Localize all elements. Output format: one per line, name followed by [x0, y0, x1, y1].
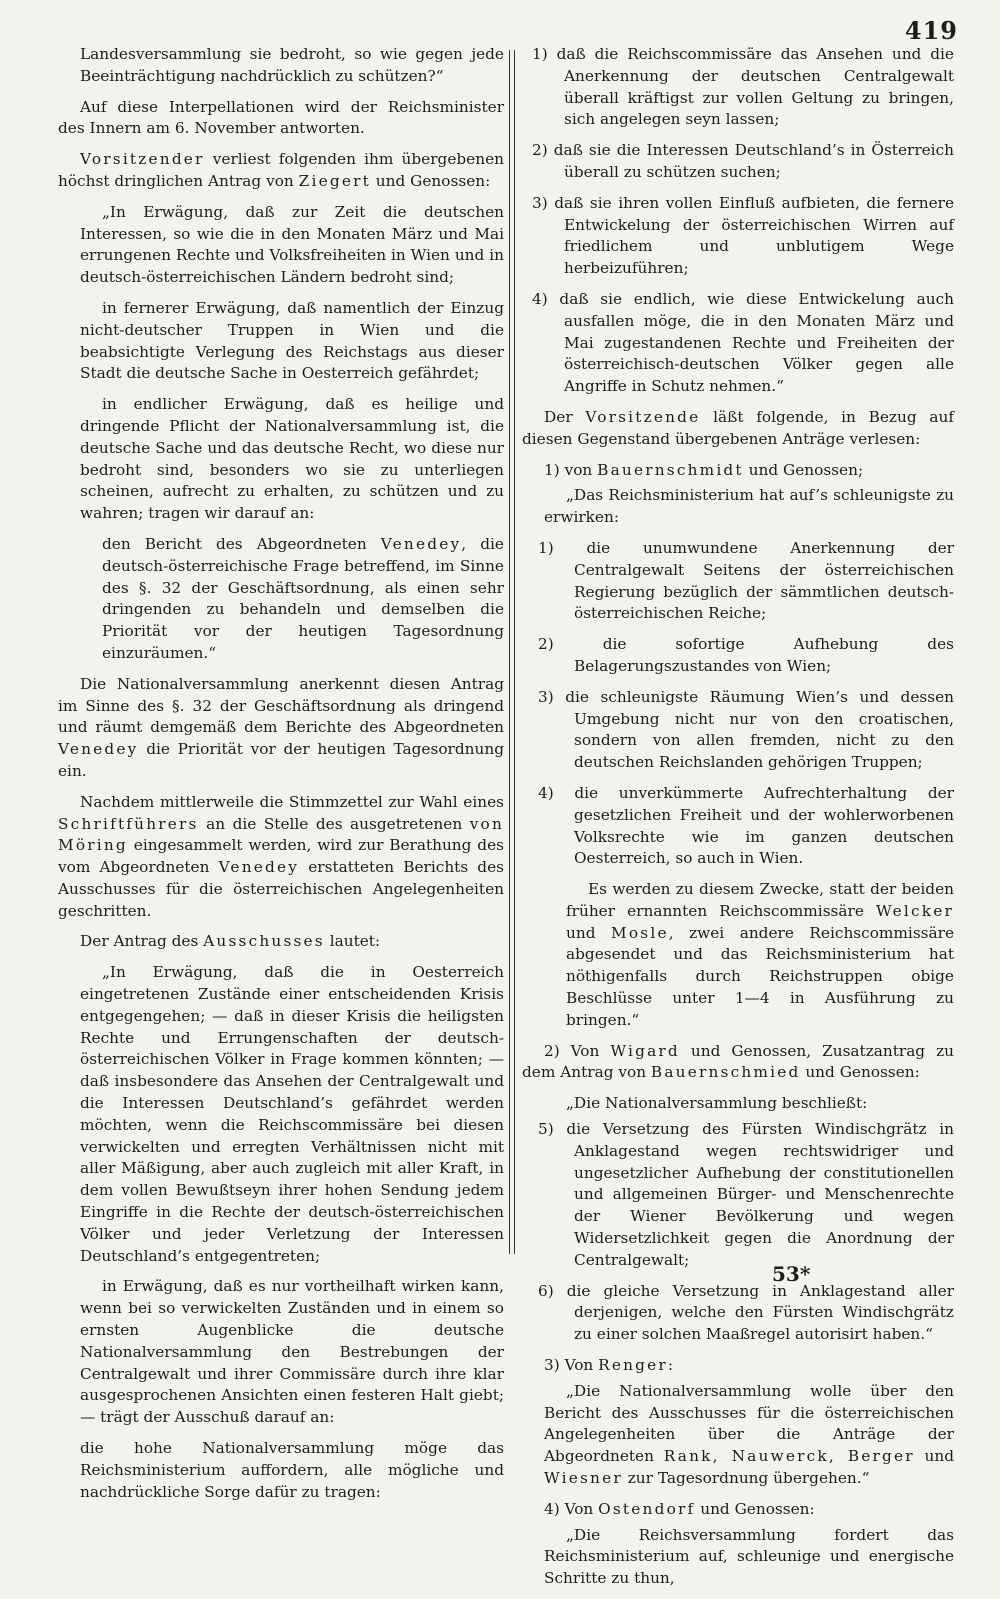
- paragraph: [522, 407, 954, 451]
- person-name: Bauernschmied: [650, 1063, 801, 1082]
- person-name: Ostendorf: [598, 1499, 696, 1518]
- paragraph: [522, 460, 954, 482]
- text-run: , zwei andere Reichscommissäre abgesendet und das Reichsministerium hat nöthigenfalls durch Reichstruppen obige Beschlüsse unter 1—4 in Ausführung zu bringen.“: [566, 923, 955, 1029]
- quoted-paragraph: in endlicher Erwägung, daß es heilige und dringende Pflicht der Nationalversammlung ist, die deutsche Sache und das deutsche Recht, wo diese nur bedroht sind, besonders wo sie zu unterliegen scheinen, aufrecht zu erhalten, zu schützen und zu wahren; tragen wir darauf an:: [80, 395, 504, 523]
- list-item: 4) daß sie endlich, wie diese Entwickelung auch ausfallen möge, die in den Monaten März und Mai zugestandenen Rechte und Freiheiten der österreichisch-deutschen Völker gegen alle Angriffe in Schutz nehmen.“: [532, 289, 954, 396]
- person-name: Venedey: [218, 858, 300, 877]
- list-item: 5) die Versetzung des Fürsten Windischgrätz in Anklagestand wegen rechtswidriger und ungesetzlicher Aufhebung der constitutionellen und allgemeinen Bürger- und Menschenrechte der Wiener Bevölkerung und wegen Widersetzlichkeit gegen die Anordnung der Centralgewalt;: [538, 1120, 954, 1269]
- quoted-paragraph: in Erwägung, daß es nur vortheilhaft wirken kann, wenn bei so verwickelten Zuständen und in einem so ernsten Augenblicke die deutsche Nationalversammlung den Bestrebungen der Centralgewalt und ihrer Commissäre durch ihre klar ausgesprochenen Ansichten einen festeren Halt giebt; — trägt der Ausschuß darauf an:: [80, 1277, 504, 1427]
- quoted-paragraph: [566, 879, 954, 1032]
- emphasis: Ausschusses: [203, 932, 325, 951]
- text-run: und Genossen:: [695, 1499, 815, 1518]
- paragraph: [522, 1355, 954, 1377]
- paragraph: [522, 1041, 954, 1085]
- person-name: Wigard: [610, 1041, 680, 1060]
- person-name: Bauernschmidt: [597, 460, 744, 479]
- paragraph: Auf diese Interpellationen wird der Reichsminister des Innern am 6. November antworten.: [58, 97, 504, 138]
- text-run: Der Antrag des: [80, 932, 204, 951]
- page-number: 419: [904, 16, 958, 45]
- text-run: :: [667, 1356, 674, 1375]
- text-run: und Genossen;: [743, 460, 864, 479]
- text-run: 1) von: [544, 460, 598, 479]
- text-run: „Die Nationalversammlung wolle über den Bericht des Ausschusses für die österreichischen Angelegenheiten über die Anträge der Abgeordneten: [544, 1381, 954, 1466]
- text-run: 2) Von: [544, 1041, 611, 1060]
- person-name: Renger: [598, 1356, 668, 1375]
- paragraph: [522, 1499, 954, 1521]
- quoted-paragraph: „Die Reichsversammlung fordert das Reichsministerium auf, schleunige und energische Schritte zu thun,: [544, 1525, 954, 1588]
- paragraph: [58, 149, 504, 193]
- person-name: Welcker: [875, 901, 954, 920]
- list-item: 2) daß sie die Interessen Deutschland’s in Österreich überall zu schützen suchen;: [532, 141, 954, 181]
- person-name: Rank, Nauwerck, Berger: [663, 1447, 915, 1466]
- left-column: [58, 44, 504, 1512]
- text-run: an die Stelle des ausgetretenen: [198, 814, 470, 833]
- signature-mark: 53*: [772, 1262, 811, 1286]
- text-run: und Genossen:: [800, 1063, 920, 1082]
- list-item: 6) die gleiche Versetzung in Anklagestand aller derjenigen, welche den Fürsten Windischgrätz zu einer solchen Maaßregel autorisirt haben.“: [538, 1281, 954, 1344]
- text-run: den Bericht des Abgeordneten: [102, 534, 381, 553]
- quoted-paragraph: „In Erwägung, daß die in Oesterreich eingetretenen Zustände einer entscheidenden Krisis entgegengehen; — daß in dieser Krisis die heiligsten Rechte und Errungenschaften der deutsch-österreichischen Völker in Frage kommen könnten; — daß insbesondere das Ansehen der Centralgewalt und die Interessen Deutschland’s gefährdet werden möchten, wenn die Reichscommissäre bei diesen verwickelten und erregten Verhältnissen nicht mit aller Mäßigung, aber auch zugleich mit aller Kraft, in dem vollen Bewußtseyn ihrer hohen Sendung jedem Eingriffe in die Rechte der deutsch-österreichischen Völker und jeder Verletzung der Interessen Deutschland’s entgegentreten;: [80, 963, 504, 1265]
- quoted-paragraph: „In Erwägung, daß zur Zeit die deutschen Interessen, so wie die in den Monaten März und Mai errungenen Rechte und Volksfreiheiten in Wien und in deutsch-österreichischen Ländern bedroht sind;: [80, 202, 504, 287]
- paragraph: [58, 674, 504, 783]
- list-item: 2) die sofortige Aufhebung des Belagerungszustandes von Wien;: [538, 635, 954, 675]
- quoted-paragraph: in fernerer Erwägung, daß namentlich der Einzug nicht-deutscher Truppen in Wien und die beabsichtigte Verlegung des Reichstags aus dieser Stadt die deutsche Sache in Oesterreich gefährdet;: [80, 298, 504, 383]
- person-name: Venedey: [58, 740, 139, 759]
- list-item: 4) die unverkümmerte Aufrechterhaltung der gesetzlichen Freiheit und der wohlerworbenen Volksrechte wie im ganzen deutschen Oesterreich, so auch in Wien.: [538, 783, 954, 868]
- quoted-paragraph: „Das Reichsministerium hat auf’s schleunigste zu erwirken:: [544, 486, 954, 527]
- text-run: zur Tagesordnung übergehen.“: [622, 1469, 870, 1488]
- text-run: Der: [544, 407, 586, 426]
- column-rule: [509, 50, 515, 1254]
- list-item: 3) die schleunigste Räumung Wien’s und dessen Umgebung nicht nur von den croatischen, sondern von allen fremden, nicht zu den deutschen Reichslanden gehörigen Truppen;: [538, 687, 954, 772]
- text-run: Es werden zu diesem Zwecke, statt der beiden früher ernannten Reichscommissäre: [566, 880, 954, 920]
- text-run: und Genossen, Zusatzantrag zu dem Antrag von: [522, 1041, 954, 1082]
- quoted-paragraph: [544, 1381, 954, 1490]
- speaker-name: Vorsitzender: [80, 150, 205, 169]
- list-item: 3) daß sie ihren vollen Einfluß aufbieten, die fernere Entwickelung der österreichischen Wirren auf friedlichem und unblutigem Wege herbeizuführen;: [532, 193, 954, 278]
- paragraph: [58, 792, 504, 923]
- text-run: lautet:: [324, 932, 381, 951]
- text-run: 4) Von: [544, 1499, 599, 1518]
- text-run: eingesammelt werden, wird zur Berathung des vom Abgeordneten: [58, 836, 504, 877]
- quoted-paragraph: die hohe Nationalversammlung möge das Reichsministerium auffordern, alle mögliche und nachdrückliche Sorge dafür zu tragen:: [80, 1439, 504, 1501]
- paragraph: [58, 931, 504, 953]
- right-column: [522, 44, 954, 1599]
- text-run: und: [914, 1447, 954, 1466]
- paragraph: Landesversammlung sie bedroht, so wie gegen jede Beeinträchtigung nachdrücklich zu schützen?“: [80, 45, 504, 85]
- text-run: 3) Von: [544, 1356, 599, 1375]
- text-run: erstatteten Berichts des Ausschusses für die österreichischen Angelegenheiten geschritten.: [58, 858, 504, 920]
- text-run: , die deutsch-österreichische Frage betreffend, im Sinne des §. 32 der Geschäftsordnung, als einen sehr dringenden zu behandeln und demselben die Priorität vor der heutigen Tagesordnung einzuräumen.“: [102, 534, 504, 662]
- quoted-paragraph: „Die Nationalversammlung beschließt:: [566, 1094, 868, 1113]
- person-name: Mosle: [611, 923, 669, 942]
- text-run: und Genossen:: [370, 171, 491, 190]
- quoted-paragraph: [102, 534, 504, 665]
- text-run: die Priorität vor der heutigen Tagesordnung ein.: [58, 740, 504, 780]
- list-item: 1) die unumwundene Anerkennung der Centralgewalt Seitens der österreichischen Regierung bezüglich der sämmtlichen deutsch-österreichischen Reiche;: [538, 538, 954, 623]
- person-name: Ziegert: [298, 171, 371, 190]
- person-name: Wiesner: [544, 1469, 623, 1488]
- person-name: Venedey: [380, 534, 462, 553]
- emphasis: Schriftführers: [58, 814, 199, 833]
- text-run: Nachdem mittlerweile die Stimmzettel zur Wahl eines: [80, 792, 504, 811]
- list-item: 1) daß die Reichscommissäre das Ansehen und die Anerkennung der deutschen Centralgewalt überall kräftigst zur vollen Geltung zu bringen, sich angelegen seyn lassen;: [532, 45, 954, 129]
- person-name: von Möring: [58, 814, 504, 855]
- text-run: läßt folgende, in Bezug auf diesen Gegenstand übergebenen Anträge verlesen:: [522, 407, 954, 448]
- speaker-name: Vorsitzende: [585, 407, 701, 426]
- text-run: verliest folgenden ihm übergebenen höchst dringlichen Antrag von: [58, 150, 504, 190]
- text-run: Die Nationalversammlung anerkennt diesen Antrag im Sinne des §. 32 der Geschäftsordnung als dringend und räumt demgemäß dem Berichte des Abgeordneten: [58, 674, 504, 737]
- text-run: und: [566, 923, 612, 942]
